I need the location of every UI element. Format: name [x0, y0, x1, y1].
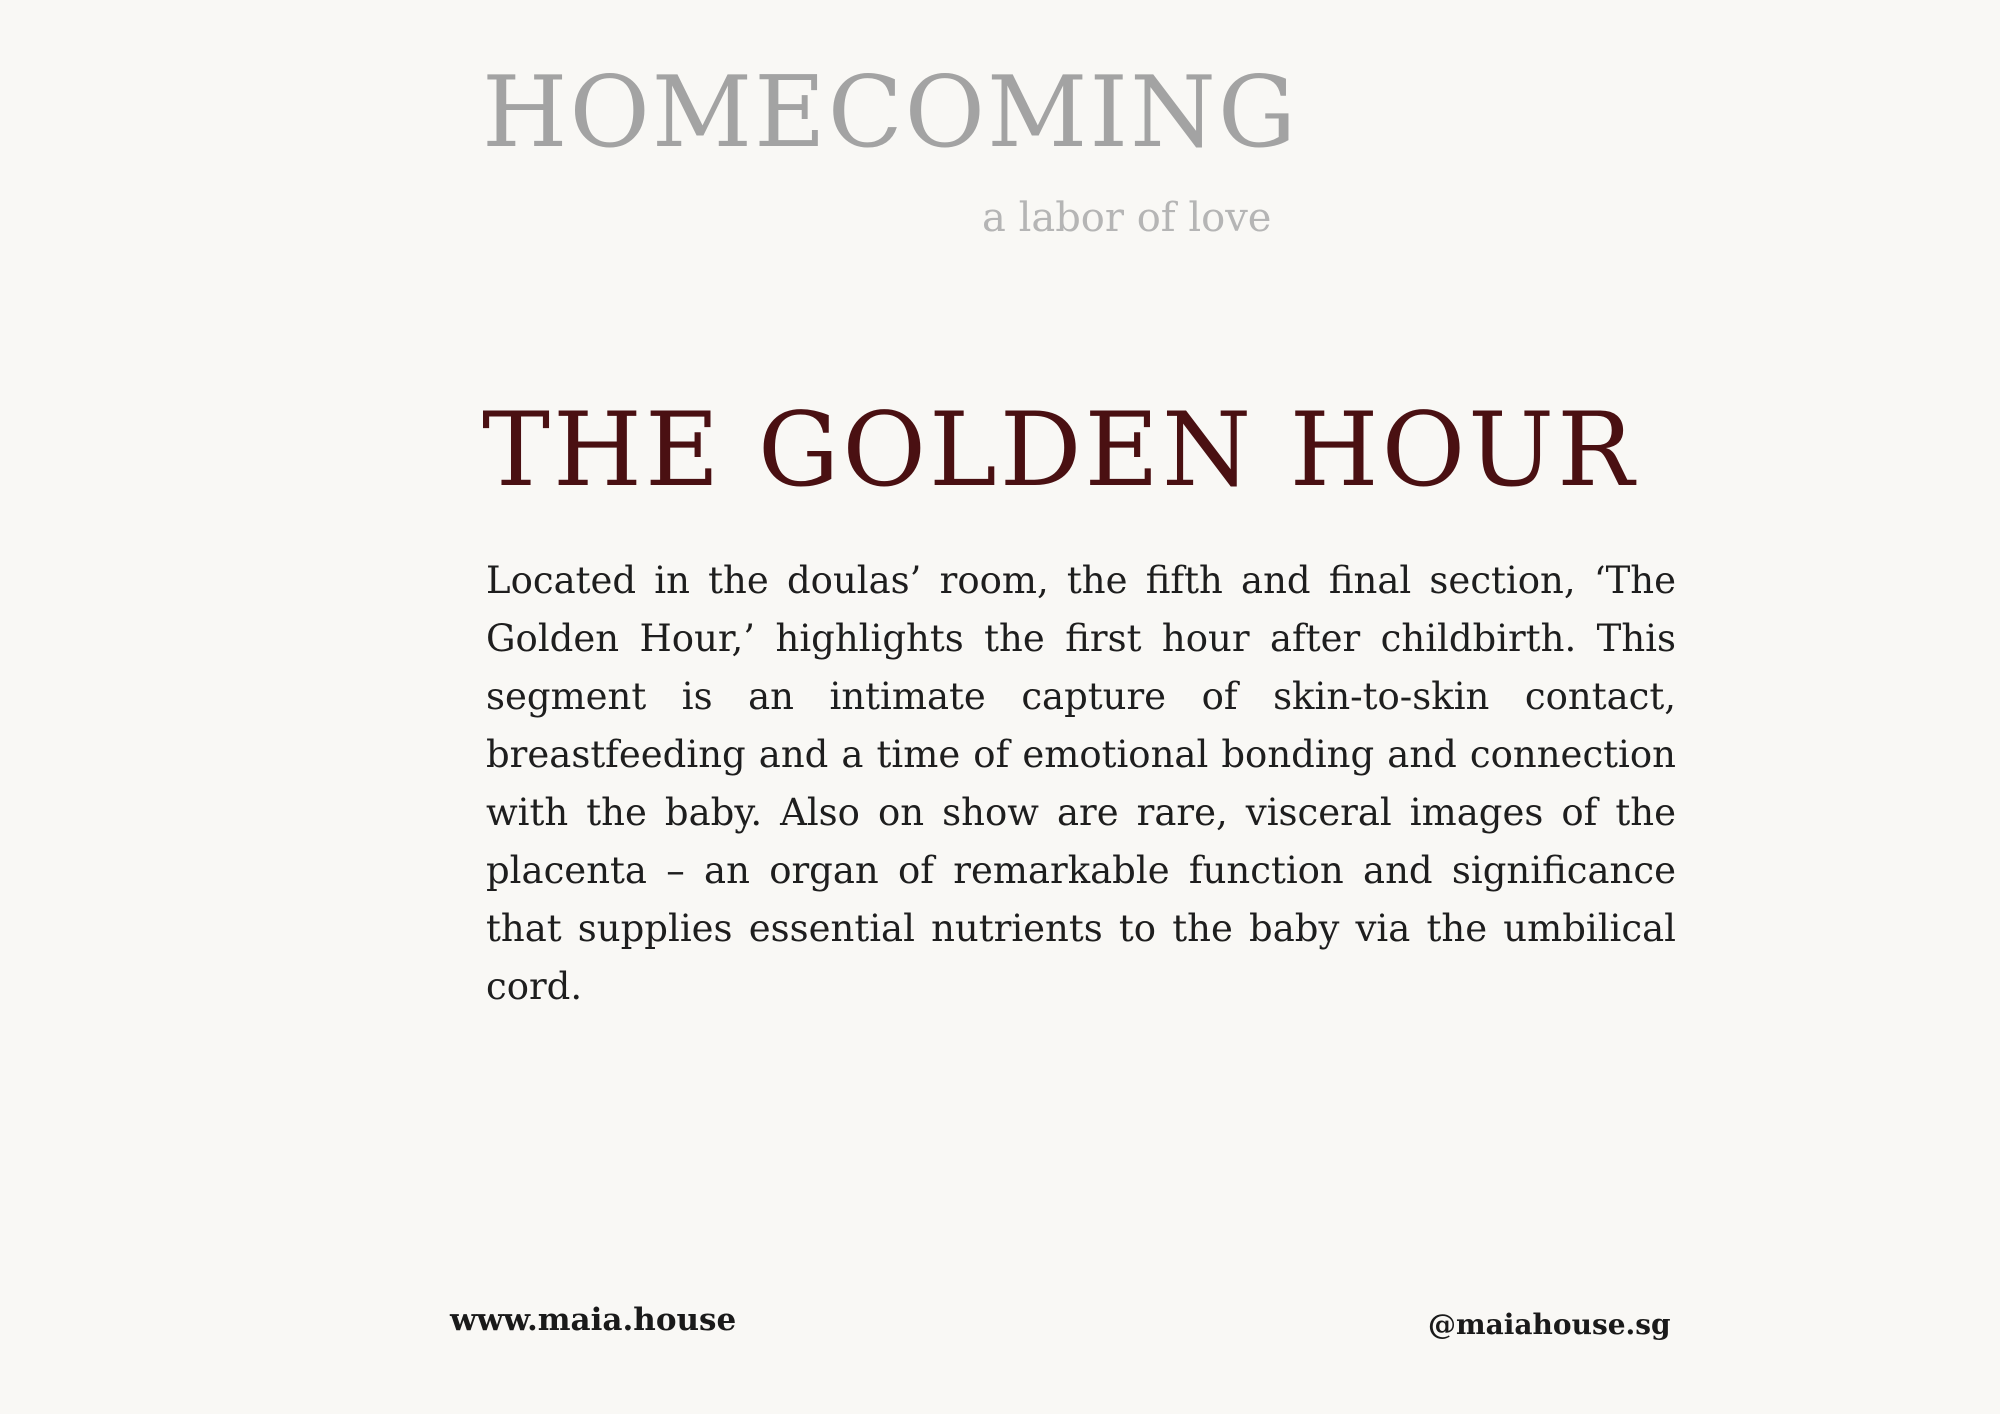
- section-body-text: Located in the doulas’ room, the fifth and final section, ‘The Golden Hour,’ highlights the first hour after childbirth. This segment is an intimate capture of skin-to-skin contact, breastfeeding and a time of emotional bonding and connection with the baby. Also on show are rare, visceral images of the placenta – an organ of remarkable function and significance that supplies essential nutrients to the baby via the umbilical cord.: [486, 559, 1676, 1008]
- brand-title: HOMECOMING: [482, 56, 1299, 170]
- section-title: THE GOLDEN HOUR: [482, 391, 1637, 510]
- footer-website-link[interactable]: www.maia.house: [450, 1302, 737, 1338]
- footer-social-handle[interactable]: @maiahouse.sg: [1428, 1308, 1671, 1341]
- tagline: a labor of love: [982, 195, 1272, 241]
